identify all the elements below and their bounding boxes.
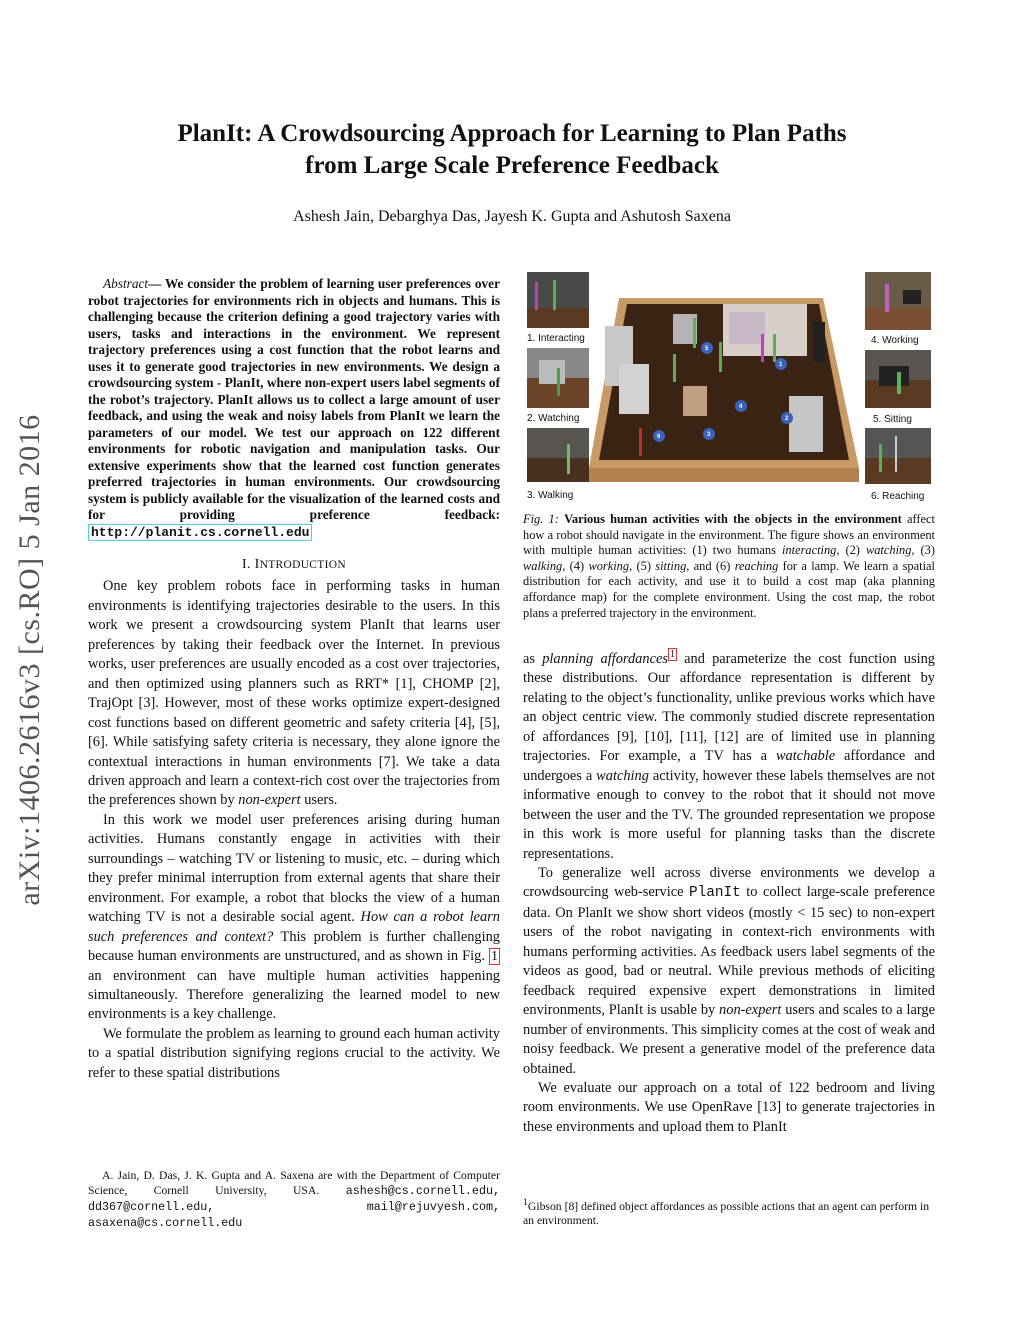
- footnote-text: Gibson [8] defined object affordances as possible actions that an agent can perform in an environment.: [523, 1199, 930, 1227]
- caption-bold: Various human activities with the objects in the environment: [564, 512, 902, 526]
- figure-1-environment: [523, 268, 935, 506]
- author-affiliation-footnote: [88, 1168, 500, 1231]
- text-run: affordance and undergoes a: [523, 748, 935, 784]
- marker-4: 4: [739, 404, 743, 410]
- emphasis: How can a robot learn such preferences and context?: [88, 909, 500, 945]
- intro-paragraph-1: [88, 577, 500, 810]
- section-title-rest: NTRODUCTION: [259, 559, 346, 571]
- marker-6: 6: [657, 434, 661, 440]
- label-reaching: 6. Reaching: [871, 491, 925, 502]
- paper-title: [100, 118, 924, 182]
- marker-3: 3: [707, 432, 711, 438]
- text-run: One key problem robots face in performing tasks in human environments is identifying trajectories desirable to the users. In this work we present a crowdsourcing system PlanIt that learns user preferences by taking their feedback over the Internet. In previous works, user preferences are usually encoded as a cost over trajectories, and then optimized using planners such as RRT* [1], CHOMP [2], TrajOpt [3]. However, most of these works optimize expert-designed cost functions based on different geometric and safety criteria [4], [5], [6]. While satisfying safety criteria is necessary, they alone ignore the contextual interactions in human environments [7]. We take a data driven approach and learn a context-rich cost over the trajectories from the preferences shown by: [88, 578, 500, 809]
- text-run: an environment can have multiple human activities happening simultaneously. Therefore generalizing the learned model to new environments is a key challenge.: [88, 967, 500, 1023]
- text-run: activity, however these labels themselves are not informative enough to convey to the robot that it should not move between the user and the TV. The grounded representation we propose in this work is more useful for planning tasks than the discrete representations.: [523, 767, 935, 862]
- figure-ref-link[interactable]: 1: [491, 949, 498, 965]
- caption-text: , (3): [911, 543, 935, 558]
- text-run: To generalize well across diverse environments we develop a crowdsourcing web-service: [523, 864, 935, 901]
- label-working: 4. Working: [871, 335, 919, 346]
- caption-emphasis: sitting: [655, 558, 687, 573]
- marker-5: 5: [705, 346, 709, 352]
- caption-text: , (5): [629, 558, 651, 573]
- caption-emphasis: reaching: [734, 558, 779, 573]
- label-interacting: 1. Interacting: [527, 333, 585, 344]
- room-floor-plan: [589, 298, 859, 482]
- marker-1: 1: [779, 362, 783, 368]
- footnote-gibson: [523, 1196, 935, 1228]
- thumb-walking: [527, 428, 589, 482]
- caption-label: Fig. 1:: [523, 512, 559, 526]
- author-emails-1: ashesh@cs.cornell.edu, dd367@cornell.edu,: [88, 1184, 500, 1214]
- right-paragraph-2: [523, 864, 935, 1079]
- text-run: to collect large-scale preference data. On PlanIt we show short videos (mostly < 15 sec) to non-expert users of the robot navigating in context-rich environments with humans performing activities. As feedback users label segments of the videos as good, bad or neutral. While previous methods of eliciting feedback required expensive expert demonstrations in limited environments, PlanIt is usable by: [523, 884, 935, 1019]
- left-column: [88, 276, 500, 1083]
- planit-name: PlanIt: [688, 885, 741, 902]
- project-url-link[interactable]: http://planit.cs.cornell.edu: [88, 524, 312, 541]
- text-run: In this work we model user preferences arising during human activities. Humans constantly engage in activities with their surroundings – watching TV or listening to music, etc. – during which they prefer minimal interruption from external agents that share their environment. For example, a robot that blocks the view of a human watching TV is not a desirable social agent.: [88, 811, 500, 926]
- section-numeral: I.: [242, 557, 251, 572]
- right-column: [523, 650, 935, 1137]
- figure-1-caption: [523, 512, 935, 621]
- abstract-body: We consider the problem of learning user preferences over robot trajectories for environments rich in objects and humans. This is challenging because the criterion defining a good trajectory varies with users, tasks and interactions in the environment. We represent trajectory preferences using a cost function that the robot learns and uses it to generate good trajectories in new environments. We design a crowdsourcing system - PlanIt, where non-expert users label segments of the robot’s trajectory. PlanIt allows us to collect a large amount of user feedback, and using the weak and noisy labels from PlanIt we learn the parameters of our model. We test our approach on 122 different environments for robotic navigation and manipulation tasks. Our extensive experiments show that the learned cost function generates preferred trajectories in human environments. Our crowdsourcing system is publicly available for the visualization of the learned costs and for providing preference feedback:: [88, 276, 500, 522]
- caption-text: , and (6): [686, 558, 731, 573]
- section-heading-introduction: [88, 555, 500, 575]
- footnote-number: 1: [523, 1197, 528, 1208]
- author-emails-2: mail@rejuvyesh.com, asaxena@cs.cornell.edu: [88, 1200, 500, 1230]
- emphasis: watching: [596, 767, 649, 784]
- footnote-ref-link[interactable]: 1: [669, 649, 675, 661]
- text-run: users.: [304, 792, 338, 809]
- text-run: and parameterize the cost function using these distributions. Our affordance representation is different by relating to the object’s functionality, unlike previous works which have an object centric view. The commonly studied discrete representation of affordances [9], [10], [11], [12] are of limited use in planning trajectories. For example, a TV has a: [523, 651, 935, 765]
- label-watching: 2. Watching: [527, 413, 580, 424]
- emphasis: non-expert: [238, 792, 301, 809]
- text-run: as: [523, 651, 535, 667]
- caption-text: affect how a robot should navigate in the environment. The figure shows an environment with multiple human activities: (1) two humans: [523, 512, 935, 558]
- thumb-reaching: [865, 428, 931, 484]
- title-line-1: PlanIt: A Crowdsourcing Approach for Learning to Plan Paths: [177, 120, 847, 147]
- title-line-2: from Large Scale Preference Feedback: [305, 152, 719, 179]
- right-paragraph-1: [523, 650, 935, 864]
- arxiv-sidebar: [0, 380, 60, 940]
- label-walking: 3. Walking: [527, 490, 574, 501]
- caption-text: for a lamp. We learn a spatial distribution for each activity, and use it to build a cost map (aka planning affordance map) for the complete environment. Using the cost map, the robot plans a preferred trajectory in the environment.: [523, 558, 935, 620]
- text-run: users and scales to a large number of environments. This simplicity comes at the cost of weak and noisy feedback. We present a generative model of the preference data obtained.: [523, 1002, 935, 1077]
- marker-2: 2: [785, 416, 789, 422]
- thumb-sitting: [865, 350, 931, 408]
- caption-text: , (2): [836, 543, 860, 558]
- label-sitting: 5. Sitting: [873, 414, 912, 425]
- section-first-letter: I: [254, 557, 260, 572]
- caption-emphasis: watching: [865, 543, 912, 558]
- affiliation-text: A. Jain, D. Das, J. K. Gupta and A. Saxena are with the Department of Computer Science, Cornell University, USA.: [88, 1169, 500, 1197]
- thumb-working: [865, 272, 931, 330]
- caption-emphasis: interacting: [781, 543, 837, 558]
- caption-emphasis: working: [588, 558, 630, 573]
- intro-paragraph-2: [88, 811, 500, 1025]
- intro-paragraph-3: We formulate the problem as learning to ground each human activity to a spatial distribution signifying regions crucial to the activity. We refer to these spatial distributions: [88, 1025, 500, 1081]
- emphasis: watchable: [775, 748, 836, 765]
- abstract: Abstract— We consider the problem of learning user preferences over robot trajectories for environments rich in objects and humans. This is challenging because the criterion defining a good trajectory varies with users, tasks and interactions in the environment. We represent trajectory preferences using a cost function that the robot learns and uses it to generate good trajectories in new environments. We design a crowdsourcing system - PlanIt, where non-expert users label segments of the robot’s trajectory. PlanIt allows us to collect a large amount of user feedback, and using the weak and noisy labels from PlanIt we learn the parameters of our model. We test our approach on 122 different environments for robotic navigation and manipulation tasks. Our extensive experiments show that the learned cost function generates preferred trajectories in human environments. Our crowdsourcing system is publicly available for the visualization of the learned costs and for providing preference feedback: http://planit.cs.cornell.edu: [88, 276, 500, 540]
- author-list: Ashesh Jain, Debarghya Das, Jayesh K. Gupta and Ashutosh Saxena: [293, 208, 731, 225]
- abstract-lead: Abstract: [103, 276, 149, 291]
- thumb-interacting: [527, 272, 589, 328]
- text-run: This problem is further challenging because human environments are unstructured, and as shown in Fig.: [88, 928, 500, 965]
- caption-text: , (4): [562, 558, 585, 573]
- arxiv-id: arXiv:1406.2616v3 [cs.RO] 5 Jan 2016: [13, 414, 46, 906]
- emphasis: non-expert: [719, 1002, 782, 1019]
- right-paragraph-3: We evaluate our approach on a total of 122 bedroom and living room environments. We use OpenRave [13] to generate trajectories in these environments and upload them to PlanIt: [523, 1079, 935, 1135]
- emphasis: planning affordances: [542, 651, 668, 667]
- caption-emphasis: walking: [523, 558, 563, 573]
- thumb-watching: [527, 348, 589, 408]
